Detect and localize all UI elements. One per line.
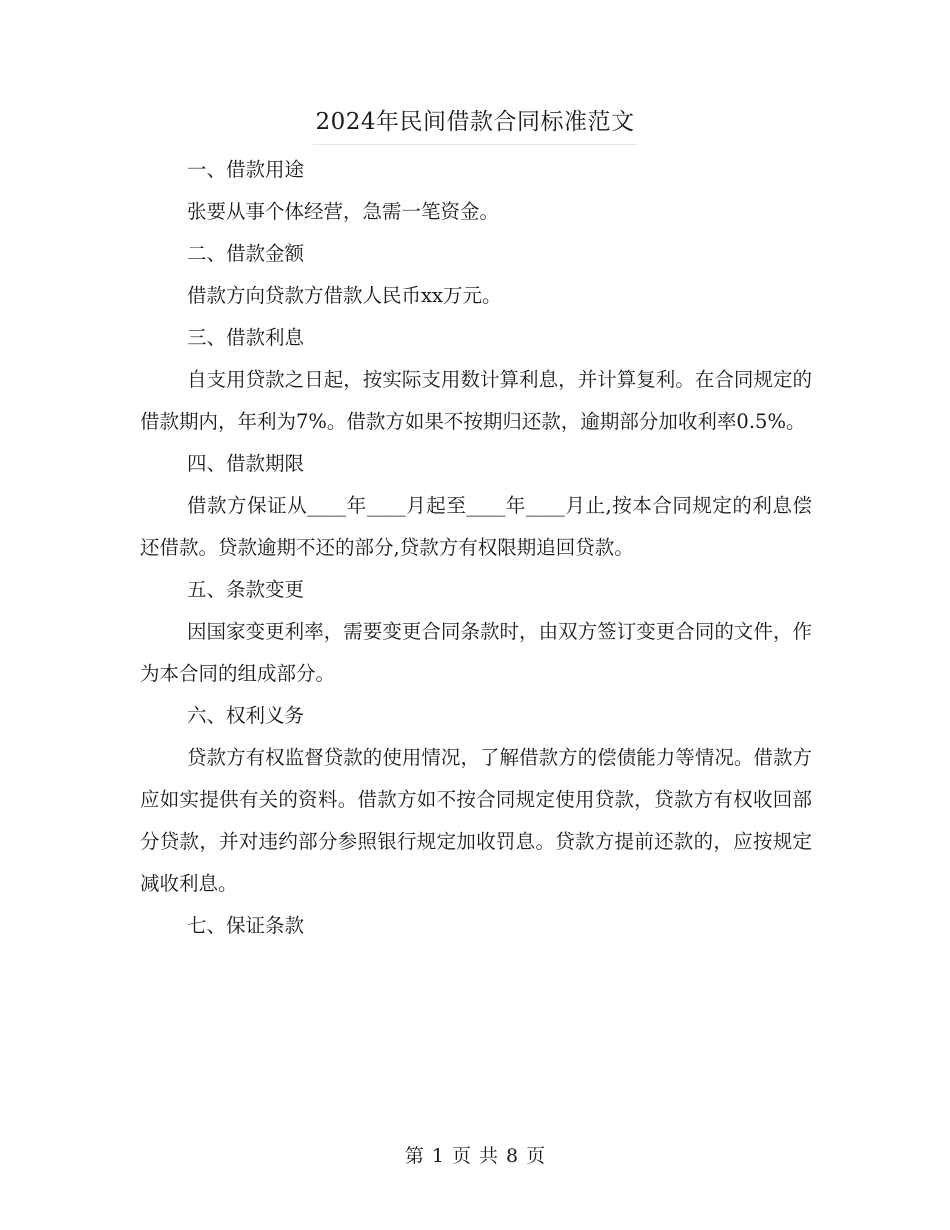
paragraph-rights: 贷款方有权监督贷款的使用情况，了解借款方的偿债能力等情况。借款方应如实提供有关的资料。借款方如不按合同规定使用贷款，贷款方有权收回部分贷款，并对违约部分参照银行规定加收罚息。贷款方提前还款的，应按规定减收利息。 xyxy=(140,746,812,895)
section-heading-change: 五、条款变更 xyxy=(187,578,305,601)
paragraph-amount: 借款方向贷款方借款人民币xx万元。 xyxy=(187,284,502,307)
document-title: 2024年民间借款合同标准范文 xyxy=(313,100,636,145)
section-heading-amount: 二、借款金额 xyxy=(187,242,305,265)
paragraph-term: 借款方保证从____年____月起至____年____月止,按本合同规定的利息偿还借款。贷款逾期不还的部分,贷款方有权限期追回贷款。 xyxy=(140,494,812,559)
page-number-footer: 第 1 页 共 8 页 xyxy=(404,1145,546,1167)
document-body xyxy=(140,149,812,947)
document-title-row xyxy=(0,100,950,145)
section-heading-term: 四、借款期限 xyxy=(187,452,305,475)
paragraph-purpose: 张要从事个体经营，急需一笔资金。 xyxy=(187,200,500,223)
paragraph-interest: 自支用贷款之日起，按实际支用数计算利息，并计算复利。在合同规定的借款期内，年利为7%。借款方如果不按期归还款，逾期部分加收利率0.5%。 xyxy=(140,368,812,433)
section-heading-purpose: 一、借款用途 xyxy=(187,158,305,181)
section-heading-rights: 六、权利义务 xyxy=(187,704,305,727)
paragraph-change: 因国家变更利率，需要变更合同条款时，由双方签订变更合同的文件，作为本合同的组成部分。 xyxy=(140,620,812,685)
section-heading-interest: 三、借款利息 xyxy=(187,326,305,349)
section-heading-guarantee: 七、保证条款 xyxy=(187,914,305,937)
